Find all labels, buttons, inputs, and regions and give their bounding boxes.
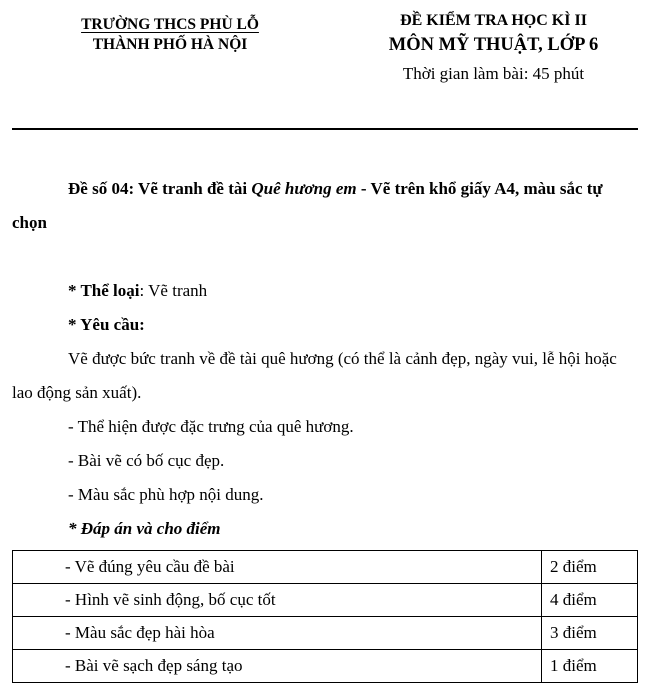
genre-line bbox=[12, 274, 638, 308]
criteria-cell: - Bài vẽ sạch đẹp sáng tạo bbox=[13, 650, 542, 683]
school-name: TRƯỜNG THCS PHÙ LỖ bbox=[81, 16, 259, 33]
bullet-item-3: - Màu sắc phù hợp nội dung. bbox=[68, 485, 264, 504]
topic-suffix: - Vẽ trên khổ giấy A4, màu sắc tự chọn bbox=[12, 179, 603, 232]
genre-value: : Vẽ tranh bbox=[139, 281, 208, 300]
bullet-item-1: - Thể hiện được đặc trưng của quê hương. bbox=[68, 417, 354, 436]
table-row bbox=[13, 584, 638, 617]
topic-theme: Quê hương em bbox=[251, 179, 357, 198]
header-divider bbox=[12, 128, 638, 130]
table-row bbox=[13, 617, 638, 650]
exam-topic bbox=[12, 172, 638, 240]
school-city: THÀNH PHỐ HÀ NỘI bbox=[92, 36, 248, 53]
table-row bbox=[13, 650, 638, 683]
criteria-cell: - Màu sắc đẹp hài hòa bbox=[13, 617, 542, 650]
genre-label: * Thể loại bbox=[68, 281, 140, 300]
exam-duration: Thời gian làm bài: 45 phút bbox=[402, 64, 585, 83]
points-cell: 1 điểm bbox=[542, 650, 638, 683]
criteria-cell: - Hình vẽ sinh động, bố cục tốt bbox=[13, 584, 542, 617]
bullet-item-2: - Bài vẽ có bố cục đẹp. bbox=[68, 451, 225, 470]
requirement-label: * Yêu cầu bbox=[68, 315, 140, 334]
answer-heading: * Đáp án và cho điểm bbox=[68, 519, 221, 538]
grading-table bbox=[12, 550, 638, 683]
points-cell: 4 điểm bbox=[542, 584, 638, 617]
school-block bbox=[40, 10, 300, 55]
criteria-cell: - Vẽ đúng yêu cầu đề bài bbox=[13, 551, 542, 584]
points-cell: 3 điểm bbox=[542, 617, 638, 650]
requirement-colon: : bbox=[139, 315, 145, 334]
exam-block bbox=[371, 10, 616, 88]
exam-subject: MÔN MỸ THUẬT, LỚP 6 bbox=[388, 35, 599, 55]
document-body bbox=[12, 172, 638, 683]
table-row bbox=[13, 551, 638, 584]
document-header bbox=[12, 10, 638, 88]
requirement-heading bbox=[12, 308, 638, 342]
exam-title: ĐỀ KIỂM TRA HỌC KÌ II bbox=[400, 12, 587, 29]
topic-prefix: Đề số 04: Vẽ tranh đề tài bbox=[68, 179, 252, 198]
requirement-paragraph: Vẽ được bức tranh về đề tài quê hương (có thể là cảnh đẹp, ngày vui, lễ hội hoặc lao động sản xuất). bbox=[12, 349, 617, 402]
points-cell: 2 điểm bbox=[542, 551, 638, 584]
